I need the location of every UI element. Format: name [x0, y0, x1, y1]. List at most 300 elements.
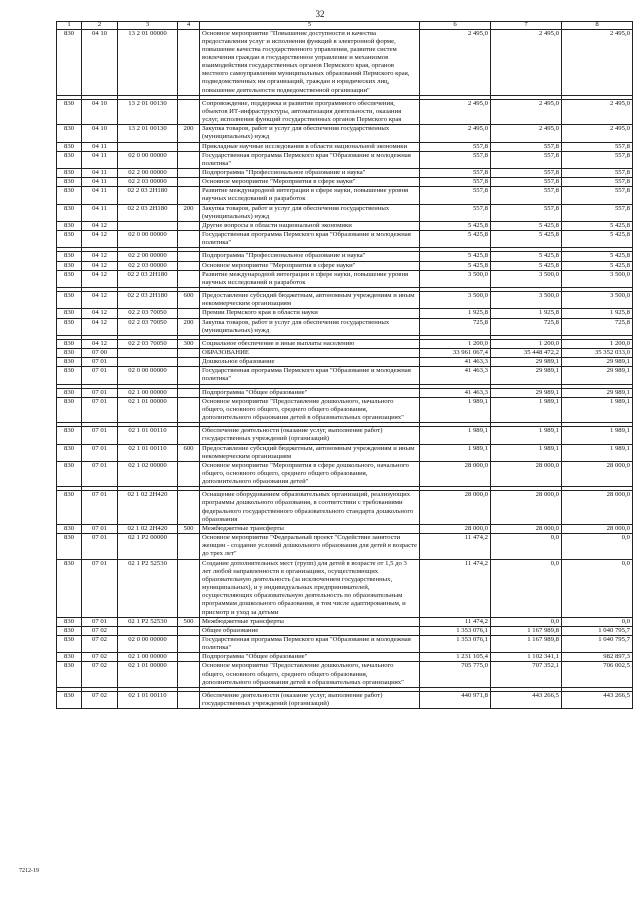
cell-item-name: Подпрограмма "Общее образование": [200, 653, 420, 662]
cell-target-article: 02 2 03 2Н180: [118, 204, 178, 221]
cell-expense-type: [178, 178, 200, 187]
cell-section-code: 04 12: [82, 221, 118, 230]
cell-expense-type: 600: [178, 444, 200, 461]
cell-amount-year-2: 1 925,8: [491, 309, 562, 318]
cell-admin-code: 830: [57, 178, 82, 187]
cell-amount-year-1: 2 495,0: [420, 125, 491, 142]
table-row: [57, 178, 633, 187]
cell-admin-code: 830: [57, 559, 82, 617]
cell-amount-year-3: 5 425,8: [562, 261, 633, 270]
table-row: [57, 99, 633, 124]
cell-amount-year-3: 1 989,1: [562, 397, 633, 422]
cell-section-code: 04 11: [82, 204, 118, 221]
cell-target-article: 02 2 03 2Н180: [118, 187, 178, 204]
cell-amount-year-3: 443 266,5: [562, 691, 633, 708]
cell-item-name: Основное мероприятие "Мероприятия в сфере науки": [200, 178, 420, 187]
cell-expense-type: [178, 635, 200, 652]
cell-admin-code: 830: [57, 270, 82, 287]
cell-section-code: 07 01: [82, 534, 118, 559]
cell-item-name: Закупка товаров, работ и услуг для обеспечения государственных (муниципальных) нужд: [200, 204, 420, 221]
cell-item-name: ОБРАЗОВАНИЕ: [200, 348, 420, 357]
table-body: [57, 29, 633, 709]
table-row: [57, 29, 633, 95]
cell-admin-code: 830: [57, 653, 82, 662]
cell-admin-code: 830: [57, 231, 82, 248]
cell-section-code: 04 10: [82, 99, 118, 124]
table-row: [57, 367, 633, 384]
cell-target-article: 02 0 00 00000: [118, 367, 178, 384]
cell-amount-year-3: 35 352 033,0: [562, 348, 633, 357]
cell-admin-code: 830: [57, 491, 82, 525]
cell-amount-year-1: 41 463,3: [420, 367, 491, 384]
cell-admin-code: 830: [57, 348, 82, 357]
cell-admin-code: 830: [57, 99, 82, 124]
cell-expense-type: [178, 461, 200, 486]
table-row: [57, 662, 633, 687]
table-row: [57, 270, 633, 287]
cell-section-code: 07 02: [82, 662, 118, 687]
cell-section-code: 07 01: [82, 427, 118, 444]
cell-target-article: 02 2 03 00000: [118, 261, 178, 270]
cell-amount-year-1: 5 425,8: [420, 261, 491, 270]
cell-amount-year-1: 5 425,8: [420, 231, 491, 248]
cell-item-name: Подпрограмма "Профессиональное образование и наука": [200, 252, 420, 261]
cell-target-article: 02 1 02 2Н420: [118, 524, 178, 533]
cell-admin-code: 830: [57, 252, 82, 261]
page-number: 32: [315, 9, 325, 19]
cell-target-article: 02 1 01 00000: [118, 662, 178, 687]
cell-item-name: Государственная программа Пермского края "Образование и молодежная политика": [200, 151, 420, 168]
cell-amount-year-1: 41 463,3: [420, 388, 491, 397]
cell-item-name: Социальное обеспечение и иные выплаты населению: [200, 339, 420, 348]
cell-section-code: 07 01: [82, 617, 118, 626]
cell-amount-year-2: 35 448 472,2: [491, 348, 562, 357]
cell-amount-year-3: 2 495,0: [562, 125, 633, 142]
cell-amount-year-1: 2 495,0: [420, 99, 491, 124]
cell-amount-year-1: 1 925,8: [420, 309, 491, 318]
cell-amount-year-3: 557,8: [562, 142, 633, 151]
cell-amount-year-3: 1 925,8: [562, 309, 633, 318]
cell-amount-year-1: 2 495,0: [420, 29, 491, 95]
cell-admin-code: 830: [57, 397, 82, 422]
cell-amount-year-2: 1 200,0: [491, 339, 562, 348]
cell-item-name: Общее образование: [200, 626, 420, 635]
cell-item-name: Обеспечение деятельности (оказание услуг, выполнение работ) государственных учреждений (организаций): [200, 691, 420, 708]
column-header: 3: [118, 22, 178, 30]
cell-item-name: Основное мероприятие "Федеральный проект "Содействие занятости женщин - создание условий дошкольного образования для детей в возрасте до трех лет": [200, 534, 420, 559]
table-row: [57, 524, 633, 533]
budget-table: [56, 21, 633, 709]
cell-admin-code: 830: [57, 691, 82, 708]
cell-expense-type: [178, 99, 200, 124]
cell-target-article: 02 1 02 2Н420: [118, 491, 178, 525]
cell-amount-year-2: 1 989,1: [491, 444, 562, 461]
cell-amount-year-3: 0,0: [562, 559, 633, 617]
cell-amount-year-3: 1 040 795,7: [562, 626, 633, 635]
cell-target-article: 02 1 01 00000: [118, 397, 178, 422]
cell-item-name: Закупка товаров, работ и услуг для обеспечения государственных (муниципальных) нужд: [200, 125, 420, 142]
cell-admin-code: 830: [57, 309, 82, 318]
cell-amount-year-3: 2 495,0: [562, 29, 633, 95]
column-header: 6: [420, 22, 491, 30]
table-row: [57, 151, 633, 168]
cell-item-name: Закупка товаров, работ и услуг для обеспечения государственных (муниципальных) нужд: [200, 318, 420, 335]
cell-amount-year-1: 557,8: [420, 178, 491, 187]
cell-amount-year-1: 557,8: [420, 187, 491, 204]
table-header-row: [57, 22, 633, 30]
cell-section-code: 04 12: [82, 252, 118, 261]
cell-amount-year-3: 29 989,1: [562, 388, 633, 397]
cell-amount-year-1: 11 474,2: [420, 534, 491, 559]
table-row: [57, 261, 633, 270]
cell-item-name: Оснащение оборудованием образовательных организаций, реализующих программы дошкольного образования, в соответствии с требованиями федерального государственного образовательного стандарта дошкольного образования: [200, 491, 420, 525]
cell-target-article: [118, 142, 178, 151]
cell-amount-year-1: 5 425,8: [420, 252, 491, 261]
cell-amount-year-1: 557,8: [420, 204, 491, 221]
cell-expense-type: [178, 221, 200, 230]
cell-amount-year-2: 3 500,0: [491, 270, 562, 287]
table-row: [57, 617, 633, 626]
cell-target-article: 02 1 01 00110: [118, 444, 178, 461]
cell-expense-type: [178, 534, 200, 559]
cell-expense-type: [178, 559, 200, 617]
cell-expense-type: [178, 169, 200, 178]
cell-amount-year-2: 29 989,1: [491, 388, 562, 397]
cell-amount-year-2: 0,0: [491, 534, 562, 559]
cell-section-code: 04 12: [82, 270, 118, 287]
cell-section-code: 04 11: [82, 151, 118, 168]
cell-item-name: Предоставление субсидий бюджетным, автономным учреждениям и иным некоммерческим организациям: [200, 292, 420, 309]
cell-amount-year-2: 1 989,1: [491, 397, 562, 422]
cell-amount-year-2: 2 495,0: [491, 125, 562, 142]
cell-section-code: 07 02: [82, 626, 118, 635]
cell-target-article: 13 2 01 00130: [118, 125, 178, 142]
cell-amount-year-2: 557,8: [491, 187, 562, 204]
table-row: [57, 187, 633, 204]
cell-amount-year-2: 557,8: [491, 151, 562, 168]
cell-item-name: Прикладные научные исследования в области национальной экономики: [200, 142, 420, 151]
table-row: [57, 309, 633, 318]
cell-expense-type: 200: [178, 318, 200, 335]
cell-expense-type: [178, 348, 200, 357]
cell-amount-year-2: 1 989,1: [491, 427, 562, 444]
cell-expense-type: [178, 309, 200, 318]
cell-expense-type: [178, 491, 200, 525]
cell-admin-code: 830: [57, 524, 82, 533]
cell-amount-year-1: 1 989,1: [420, 397, 491, 422]
cell-expense-type: [178, 261, 200, 270]
cell-amount-year-3: 28 000,0: [562, 461, 633, 486]
cell-section-code: 07 01: [82, 397, 118, 422]
cell-amount-year-2: 28 000,0: [491, 524, 562, 533]
cell-target-article: 02 1 01 00110: [118, 691, 178, 708]
cell-item-name: Межбюджетные трансферты: [200, 617, 420, 626]
cell-amount-year-2: 1 167 989,8: [491, 626, 562, 635]
cell-amount-year-2: 0,0: [491, 617, 562, 626]
cell-section-code: 04 10: [82, 125, 118, 142]
cell-item-name: Сопровождение, поддержка и развитие программного обеспечения, объектов ИТ-инфраструктуры, автоматизация деятельности, оказания услуг, исполнения функций государственных органов Пермского края: [200, 99, 420, 124]
cell-target-article: 02 1 00 00000: [118, 653, 178, 662]
cell-amount-year-2: 3 500,0: [491, 292, 562, 309]
cell-expense-type: [178, 397, 200, 422]
cell-amount-year-3: 29 989,1: [562, 358, 633, 367]
cell-admin-code: 830: [57, 339, 82, 348]
cell-item-name: Развитие международной интеграции в сфере науки, повышение уровня научных исследований и разработок: [200, 187, 420, 204]
cell-amount-year-3: 982 897,3: [562, 653, 633, 662]
cell-amount-year-2: 557,8: [491, 169, 562, 178]
cell-amount-year-2: 2 495,0: [491, 99, 562, 124]
cell-amount-year-3: 557,8: [562, 151, 633, 168]
cell-amount-year-2: 1 102 341,1: [491, 653, 562, 662]
table-row: [57, 358, 633, 367]
cell-amount-year-3: 557,8: [562, 187, 633, 204]
cell-section-code: 04 11: [82, 178, 118, 187]
table-row: [57, 626, 633, 635]
table-row: [57, 142, 633, 151]
cell-amount-year-1: 11 474,2: [420, 617, 491, 626]
cell-amount-year-2: 557,8: [491, 204, 562, 221]
cell-amount-year-3: 3 500,0: [562, 270, 633, 287]
cell-admin-code: 830: [57, 292, 82, 309]
cell-amount-year-1: 1 353 076,1: [420, 635, 491, 652]
cell-admin-code: 830: [57, 534, 82, 559]
cell-amount-year-3: 557,8: [562, 204, 633, 221]
table-row: [57, 635, 633, 652]
cell-expense-type: [178, 427, 200, 444]
cell-section-code: 07 00: [82, 348, 118, 357]
cell-expense-type: [178, 252, 200, 261]
cell-admin-code: 830: [57, 169, 82, 178]
table-row: [57, 397, 633, 422]
cell-expense-type: [178, 358, 200, 367]
cell-amount-year-3: 557,8: [562, 178, 633, 187]
column-header: 1: [57, 22, 82, 30]
cell-item-name: Государственная программа Пермского края "Образование и молодежная политика": [200, 367, 420, 384]
cell-section-code: 04 12: [82, 231, 118, 248]
cell-item-name: Основное мероприятие "Мероприятия в сфере дошкольного, начального общего, основного общего, среднего общего образования, дополнительного образования детей": [200, 461, 420, 486]
column-header: 2: [82, 22, 118, 30]
cell-target-article: 02 1 01 00110: [118, 427, 178, 444]
cell-amount-year-3: 5 425,8: [562, 252, 633, 261]
cell-amount-year-1: 41 463,3: [420, 358, 491, 367]
table-row: [57, 534, 633, 559]
cell-admin-code: 830: [57, 626, 82, 635]
cell-amount-year-1: 1 353 076,1: [420, 626, 491, 635]
cell-item-name: Создание дополнительных мест (групп) для детей в возрасте от 1,5 до 3 лет любой направленности в организациях, осуществляющих образовательную деятельность (за исключением государственных, муниципальных), и у индивидуальных предпринимателей, осуществляющих образовательную деятельность по образовательным программам дошкольного образования, в том числе адаптированным, и присмотр и уход за детьми: [200, 559, 420, 617]
cell-amount-year-1: 28 000,0: [420, 524, 491, 533]
cell-admin-code: 830: [57, 151, 82, 168]
cell-amount-year-3: 557,8: [562, 169, 633, 178]
cell-amount-year-3: 0,0: [562, 617, 633, 626]
cell-target-article: 02 2 00 00000: [118, 252, 178, 261]
cell-target-article: [118, 348, 178, 357]
cell-expense-type: 500: [178, 617, 200, 626]
cell-amount-year-3: 725,8: [562, 318, 633, 335]
column-header: 5: [200, 22, 420, 30]
cell-item-name: Основное мероприятие "Мероприятия в сфере науки": [200, 261, 420, 270]
cell-expense-type: 200: [178, 204, 200, 221]
cell-item-name: Государственная программа Пермского края "Образование и молодежная политика": [200, 231, 420, 248]
cell-item-name: Основное мероприятие "Повышение доступности и качества предоставления услуг и исполнения функций в электронной форме, повышение качества государственного управления, развитие систем вовлечения граждан в государственное управление и механизмов взаимодействия государственных органов Пермского края, органов местного самоуправления муниципальных образований Пермского края, подведомственных им организаций, граждан и юридических лиц, повышение деятельности подведомственной организации": [200, 29, 420, 95]
table-row: [57, 388, 633, 397]
cell-amount-year-3: 29 989,1: [562, 367, 633, 384]
cell-amount-year-2: 5 425,8: [491, 231, 562, 248]
cell-amount-year-2: 29 989,1: [491, 367, 562, 384]
footer-code: 7212-19: [19, 868, 39, 874]
cell-target-article: 02 2 00 00000: [118, 169, 178, 178]
cell-target-article: 02 0 00 00000: [118, 231, 178, 248]
cell-amount-year-3: 1 040 795,7: [562, 635, 633, 652]
cell-expense-type: [178, 662, 200, 687]
cell-amount-year-3: 28 000,0: [562, 524, 633, 533]
cell-amount-year-3: 5 425,8: [562, 231, 633, 248]
cell-admin-code: 830: [57, 204, 82, 221]
cell-amount-year-3: 1 989,1: [562, 427, 633, 444]
cell-target-article: 02 1 02 00000: [118, 461, 178, 486]
table-row: [57, 461, 633, 486]
cell-target-article: 02 0 00 00000: [118, 151, 178, 168]
cell-amount-year-1: 725,8: [420, 318, 491, 335]
cell-target-article: 02 1 00 00000: [118, 388, 178, 397]
table-row: [57, 427, 633, 444]
cell-target-article: [118, 221, 178, 230]
cell-amount-year-2: 0,0: [491, 559, 562, 617]
table-row: [57, 252, 633, 261]
table-row: [57, 125, 633, 142]
cell-item-name: Подпрограмма "Профессиональное образование и наука": [200, 169, 420, 178]
cell-item-name: Государственная программа Пермского края "Образование и молодежная политика": [200, 635, 420, 652]
cell-expense-type: 500: [178, 524, 200, 533]
table-row: [57, 653, 633, 662]
cell-amount-year-3: 2 495,0: [562, 99, 633, 124]
cell-target-article: 02 2 03 70050: [118, 339, 178, 348]
cell-amount-year-1: 1 989,1: [420, 427, 491, 444]
cell-expense-type: 300: [178, 339, 200, 348]
cell-section-code: 04 12: [82, 292, 118, 309]
cell-amount-year-2: 557,8: [491, 142, 562, 151]
table-row: [57, 348, 633, 357]
cell-amount-year-2: 5 425,8: [491, 252, 562, 261]
cell-amount-year-3: 706 002,5: [562, 662, 633, 687]
cell-item-name: Развитие международной интеграции в сфере науки, повышение уровня научных исследований и разработок: [200, 270, 420, 287]
cell-item-name: Премии Пермского края в области науки: [200, 309, 420, 318]
cell-target-article: [118, 358, 178, 367]
cell-amount-year-2: 29 989,1: [491, 358, 562, 367]
cell-amount-year-2: 725,8: [491, 318, 562, 335]
cell-amount-year-2: 28 000,0: [491, 461, 562, 486]
cell-expense-type: [178, 626, 200, 635]
cell-target-article: 02 1 Р2 52530: [118, 559, 178, 617]
cell-admin-code: 830: [57, 635, 82, 652]
cell-target-article: 13 2 01 00130: [118, 99, 178, 124]
cell-admin-code: 830: [57, 427, 82, 444]
cell-amount-year-1: 705 775,0: [420, 662, 491, 687]
cell-admin-code: 830: [57, 221, 82, 230]
cell-amount-year-2: 443 266,5: [491, 691, 562, 708]
cell-amount-year-2: 557,8: [491, 178, 562, 187]
cell-target-article: [118, 626, 178, 635]
cell-section-code: 07 02: [82, 653, 118, 662]
cell-admin-code: 830: [57, 388, 82, 397]
cell-section-code: 07 01: [82, 388, 118, 397]
cell-target-article: 02 2 03 00000: [118, 178, 178, 187]
cell-section-code: 07 01: [82, 559, 118, 617]
cell-amount-year-1: 1 200,0: [420, 339, 491, 348]
cell-section-code: 07 01: [82, 358, 118, 367]
cell-amount-year-1: 3 500,0: [420, 292, 491, 309]
cell-item-name: Предоставление субсидий бюджетным, автономным учреждениям и иным некоммерческим организациям: [200, 444, 420, 461]
column-header: 4: [178, 22, 200, 30]
cell-expense-type: [178, 142, 200, 151]
cell-admin-code: 830: [57, 617, 82, 626]
cell-item-name: Межбюджетные трансферты: [200, 524, 420, 533]
cell-amount-year-3: 1 200,0: [562, 339, 633, 348]
cell-amount-year-1: 557,8: [420, 169, 491, 178]
cell-section-code: 04 10: [82, 29, 118, 95]
table-row: [57, 204, 633, 221]
cell-item-name: Основное мероприятие "Предоставление дошкольного, начального общего, основного общего, среднего общего образования, дополнительного образования детей в образовательных организациях": [200, 662, 420, 687]
cell-amount-year-3: 1 989,1: [562, 444, 633, 461]
cell-amount-year-2: 5 425,8: [491, 221, 562, 230]
cell-section-code: 07 01: [82, 444, 118, 461]
column-header: 8: [562, 22, 633, 30]
cell-expense-type: [178, 367, 200, 384]
table-row: [57, 444, 633, 461]
cell-amount-year-1: 5 425,8: [420, 221, 491, 230]
cell-target-article: 02 2 03 70050: [118, 309, 178, 318]
cell-target-article: 02 1 Р2 52530: [118, 617, 178, 626]
cell-section-code: 07 02: [82, 635, 118, 652]
table-row: [57, 559, 633, 617]
cell-admin-code: 830: [57, 261, 82, 270]
cell-admin-code: 830: [57, 444, 82, 461]
cell-target-article: 02 2 03 2Н180: [118, 292, 178, 309]
cell-section-code: 04 11: [82, 142, 118, 151]
cell-admin-code: 830: [57, 662, 82, 687]
cell-section-code: 07 01: [82, 367, 118, 384]
cell-amount-year-3: 5 425,8: [562, 221, 633, 230]
cell-admin-code: 830: [57, 142, 82, 151]
cell-section-code: 07 02: [82, 691, 118, 708]
cell-admin-code: 830: [57, 187, 82, 204]
cell-admin-code: 830: [57, 29, 82, 95]
cell-amount-year-1: 440 971,8: [420, 691, 491, 708]
cell-amount-year-1: 11 474,2: [420, 559, 491, 617]
cell-expense-type: [178, 231, 200, 248]
cell-amount-year-1: 3 500,0: [420, 270, 491, 287]
cell-amount-year-1: 557,8: [420, 151, 491, 168]
cell-admin-code: 830: [57, 461, 82, 486]
cell-item-name: Основное мероприятие "Предоставление дошкольного, начального общего, основного общего, среднего общего образования, дополнительного образования детей в образовательных организациях": [200, 397, 420, 422]
table-row: [57, 691, 633, 708]
cell-amount-year-2: 5 425,8: [491, 261, 562, 270]
cell-amount-year-3: 28 000,0: [562, 491, 633, 525]
cell-amount-year-3: 3 500,0: [562, 292, 633, 309]
cell-target-article: 02 0 00 00000: [118, 635, 178, 652]
cell-expense-type: [178, 270, 200, 287]
cell-amount-year-1: 33 961 067,4: [420, 348, 491, 357]
cell-section-code: 07 01: [82, 461, 118, 486]
cell-item-name: Обеспечение деятельности (оказание услуг, выполнение работ) государственных учреждений (организаций): [200, 427, 420, 444]
cell-section-code: 07 01: [82, 491, 118, 525]
cell-expense-type: [178, 187, 200, 204]
cell-expense-type: 200: [178, 125, 200, 142]
cell-expense-type: [178, 653, 200, 662]
cell-admin-code: 830: [57, 358, 82, 367]
cell-admin-code: 830: [57, 367, 82, 384]
cell-admin-code: 830: [57, 125, 82, 142]
cell-section-code: 07 01: [82, 524, 118, 533]
